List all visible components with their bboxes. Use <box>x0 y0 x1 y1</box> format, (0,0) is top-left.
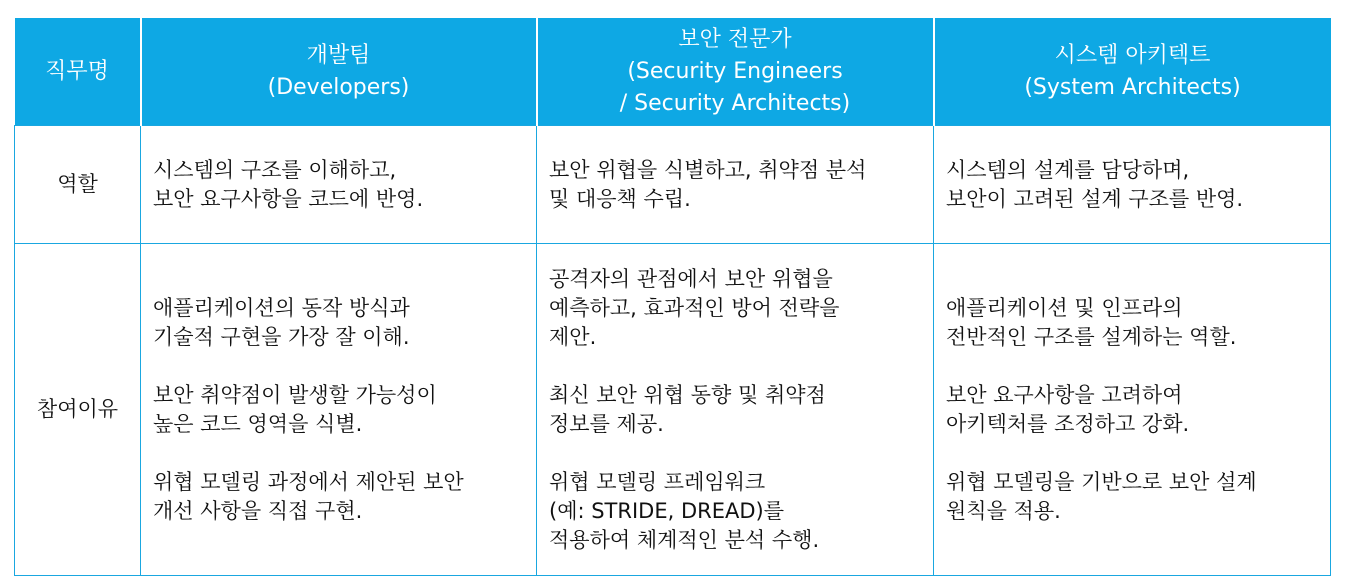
cell-text: 원칙을 적용. <box>946 498 1061 523</box>
cell-security-reason <box>537 244 934 576</box>
header-row <box>15 18 1331 126</box>
cell-architects-reason <box>934 244 1331 576</box>
table-row-reason <box>15 244 1331 576</box>
cell-text: 기술적 구현을 가장 잘 이해. <box>153 324 410 349</box>
cell-text: 보안 취약점이 발생할 가능성이 <box>153 382 437 407</box>
cell-text: 및 대응책 수립. <box>549 186 691 211</box>
cell-text: 보안 요구사항을 코드에 반영. <box>153 186 424 211</box>
cell-text: 위협 모델링을 기반으로 보안 설계 <box>946 469 1257 494</box>
cell-developers-role <box>141 126 537 244</box>
header-text: 직무명 <box>45 58 109 84</box>
cell-text: 높은 코드 영역을 식별. <box>153 411 363 436</box>
cell-text: 위협 모델링 프레임워크 <box>549 469 766 494</box>
cell-text: 시스템의 구조를 이해하고, <box>153 157 397 182</box>
header-developers <box>141 18 537 126</box>
cell-text: 위협 모델링 과정에서 제안된 보안 <box>153 469 464 494</box>
header-text: 보안 전문가 <box>678 26 792 52</box>
row-label-reason: 참여이유 <box>15 244 141 576</box>
cell-architects-role <box>934 126 1331 244</box>
cell-text: 개선 사항을 직접 구현. <box>153 498 363 523</box>
cell-text: 적용하여 체계적인 분석 수행. <box>549 527 820 552</box>
header-text: / Security Architects) <box>619 90 851 116</box>
table-row-role <box>15 126 1331 244</box>
cell-text: 애플리케이션의 동작 방식과 <box>153 295 410 320</box>
cell-text: 보안 요구사항을 고려하여 <box>946 382 1183 407</box>
header-text: (Security Engineers <box>627 58 843 84</box>
cell-security-role <box>537 126 934 244</box>
cell-text: (예: STRIDE, DREAD)를 <box>549 498 785 523</box>
header-security-experts <box>537 18 934 126</box>
cell-text: 공격자의 관점에서 보안 위협을 <box>549 266 833 291</box>
cell-text: 보안이 고려된 설계 구조를 반영. <box>946 186 1244 211</box>
header-job-title <box>15 18 141 126</box>
header-text: 시스템 아키텍트 <box>1054 42 1211 68</box>
cell-text: 보안 위협을 식별하고, 취약점 분석 <box>549 157 867 182</box>
cell-text: 예측하고, 효과적인 방어 전략을 <box>549 295 840 320</box>
cell-text: 제안. <box>549 324 597 349</box>
cell-text: 아키텍처를 조정하고 강화. <box>946 411 1190 436</box>
roles-table <box>14 18 1331 576</box>
cell-text: 전반적인 구조를 설계하는 역할. <box>946 324 1237 349</box>
row-label-role: 역할 <box>15 126 141 244</box>
header-text: 개발팀 <box>306 42 371 68</box>
cell-text: 애플리케이션 및 인프라의 <box>946 295 1183 320</box>
header-system-architects <box>934 18 1331 126</box>
cell-text: 최신 보안 위협 동향 및 취약점 <box>549 382 826 407</box>
cell-text: 시스템의 설계를 담당하며, <box>946 157 1190 182</box>
header-text: (Developers) <box>267 74 410 100</box>
header-text: (System Architects) <box>1024 74 1241 100</box>
cell-text: 정보를 제공. <box>549 411 664 436</box>
cell-developers-reason <box>141 244 537 576</box>
